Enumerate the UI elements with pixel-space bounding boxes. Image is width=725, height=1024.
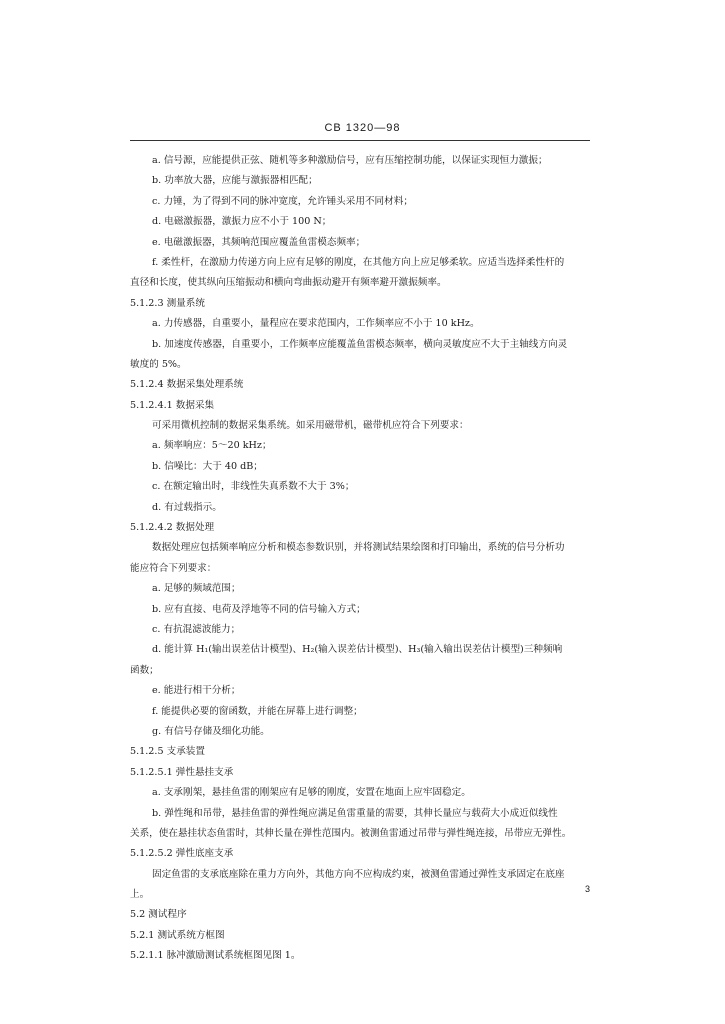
list-item: c. 力锤，为了得到不同的脉冲宽度，允许锤头采用不同材料； bbox=[152, 195, 413, 207]
list-item: e. 电磁激振器，其频响范围应覆盖鱼雷模态频率； bbox=[152, 236, 366, 248]
list-item: b. 应有直接、电荷及浮地等不同的信号输入方式； bbox=[152, 603, 366, 615]
paragraph-line: 关系，使在悬挂状态鱼雷时，其伸长量在弹性范围内。被测鱼雷通过吊带与弹性绳连接，吊带应无弹性。 bbox=[130, 827, 572, 839]
section-heading: 5.1.2.5.2 弹性底座支承 bbox=[130, 848, 234, 860]
paragraph-line: 函数； bbox=[130, 664, 159, 676]
paragraph-line: 固定鱼雷的支承底座除在重力方向外，其他方向不应构成约束，被测鱼雷通过弹性支承固定在底座 bbox=[152, 868, 565, 880]
paragraph-line: 直径和长度，使其纵向压缩振动和横向弯曲振动避开有频率避开激振频率。 bbox=[130, 277, 447, 289]
page-number: 3 bbox=[585, 884, 591, 894]
section-heading: 5.2.1 测试系统方框图 bbox=[130, 929, 225, 941]
list-item: a. 力传感器，自重要小，量程应在要求范围内，工作频率应不小于 10 kHz。 bbox=[152, 318, 480, 330]
list-item: b. 加速度传感器，自重要小，工作频率应能覆盖鱼雷模态频率，横向灵敏度应不大于主轴线方向灵 bbox=[152, 338, 568, 350]
section-heading: 5.1.2.3 测量系统 bbox=[130, 297, 205, 309]
section-heading: 5.1.2.5.1 弹性悬挂支承 bbox=[130, 766, 234, 778]
list-item: f. 能提供必要的窗函数，并能在屏幕上进行调整； bbox=[152, 705, 363, 717]
section-heading: 5.1.2.4 数据采集处理系统 bbox=[130, 379, 244, 391]
list-item: e. 能进行相干分析； bbox=[152, 685, 241, 697]
section-heading: 5.1.2.4.2 数据处理 bbox=[130, 522, 215, 534]
list-item: d. 电磁激振器，激振力应不小于 100 N； bbox=[152, 216, 332, 228]
list-item: a. 频率响应：5～20 kHz； bbox=[152, 440, 272, 452]
list-item: g. 有信号存储及细化功能。 bbox=[152, 725, 270, 737]
list-item: d. 能计算 H₁(输出误差估计模型)、H₂(输入误差估计模型)、H₃(输入输出误差估计模型)三种频响 bbox=[152, 644, 563, 656]
list-item: b. 弹性绳和吊带，悬挂鱼雷的弹性绳应满足鱼雷重量的需要，其伸长量应与载荷大小成近似线性 bbox=[152, 807, 558, 819]
section-heading: 5.2 测试程序 bbox=[130, 909, 187, 921]
list-item: b. 功率放大器，应能与激振器相匹配； bbox=[152, 175, 318, 187]
list-item: f. 柔性杆，在激励力传递方向上应有足够的刚度，在其他方向上应足够柔软。应适当选择柔性杆的 bbox=[152, 256, 565, 268]
section-heading: 5.1.2.5 支承装置 bbox=[130, 746, 205, 758]
list-item: a. 信号源，应能提供正弦、随机等多种激励信号，应有压缩控制功能，以保证实现恒力激振； bbox=[152, 155, 548, 166]
list-item: c. 有抗混滤波能力； bbox=[152, 623, 241, 635]
paragraph-line: 上。 bbox=[130, 889, 150, 901]
paragraph-line: 可采用微机控制的数据采集系统。如采用磁带机，磁带机应符合下列要求： bbox=[152, 420, 469, 432]
standard-code-header: CB 1320—98 bbox=[324, 122, 401, 134]
document-body bbox=[130, 151, 600, 967]
list-item: d. 有过载指示。 bbox=[152, 501, 222, 513]
paragraph-line: 数据处理应包括频率响应分析和模态参数识别，并将测试结果绘图和打印输出，系统的信号分析功 bbox=[152, 542, 565, 554]
list-item: b. 信噪比：大于 40 dB； bbox=[152, 460, 263, 472]
list-item: c. 在额定输出时，非线性失真系数不大于 3%； bbox=[152, 481, 355, 493]
header-rule bbox=[130, 140, 590, 141]
paragraph-line: 能应符合下列要求： bbox=[130, 562, 217, 574]
list-item: a. 支承刚架，悬挂鱼雷的刚架应有足够的刚度，安置在地面上应牢固稳定。 bbox=[152, 787, 471, 799]
section-heading: 5.2.1.1 脉冲激励测试系统框图见图 1。 bbox=[130, 950, 301, 962]
paragraph-line: 敏度的 5%。 bbox=[130, 358, 187, 370]
list-item: a. 足够的频域范围； bbox=[152, 583, 241, 595]
section-heading: 5.1.2.4.1 数据采集 bbox=[130, 399, 215, 411]
